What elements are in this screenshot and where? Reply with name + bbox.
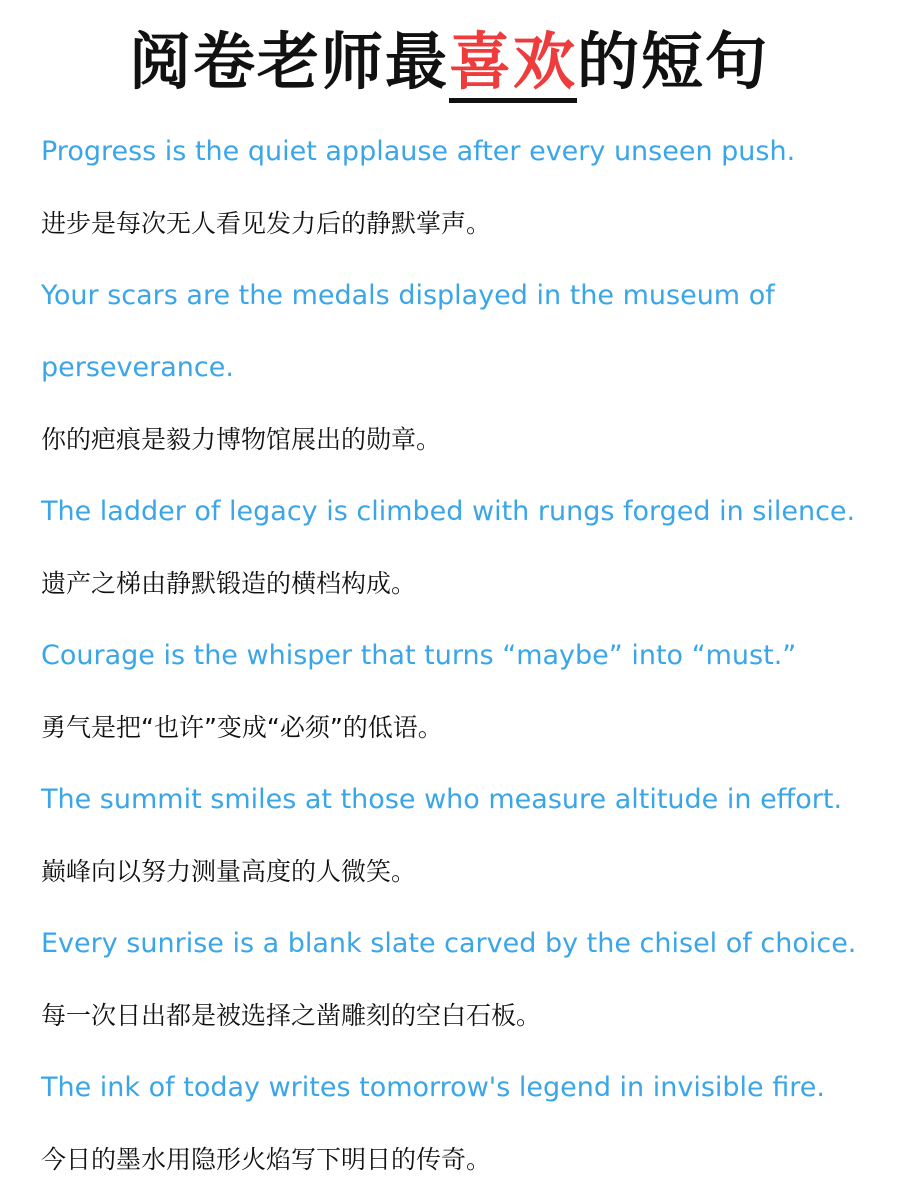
sentence-list	[41, 116, 881, 1196]
english-sentence-3: The ladder of legacy is climbed with rungs forged in silence.	[41, 496, 856, 527]
title-prefix: 阅卷老师最	[128, 25, 449, 98]
english-sentence-2: Your scars are the medals displayed in the museum of perseverance.	[41, 280, 775, 383]
chinese-translation-1: 进步是每次无人看见发力后的静默掌声。	[41, 209, 492, 238]
english-sentence-7: The ink of today writes tomorrow's legend in invisible fire.	[41, 1072, 825, 1103]
chinese-translation-2: 你的疤痕是毅力博物馆展出的勋章。	[41, 425, 442, 454]
title-suffix: 的短句	[577, 25, 770, 98]
english-sentence-6: Every sunrise is a blank slate carved by the chisel of choice.	[41, 928, 857, 959]
english-sentence-4: Courage is the whisper that turns “maybe” into “must.”	[41, 640, 797, 671]
chinese-translation-4: 勇气是把“也许”变成“必须”的低语。	[41, 713, 443, 742]
chinese-translation-5: 巅峰向以努力测量高度的人微笑。	[41, 857, 417, 886]
english-sentence-1: Progress is the quiet applause after every unseen push.	[41, 136, 796, 167]
page-title	[0, 22, 898, 102]
chinese-translation-3: 遗产之梯由静默锻造的横档构成。	[41, 569, 417, 598]
english-sentence-5: The summit smiles at those who measure altitude in effort.	[41, 784, 843, 815]
chinese-translation-7: 今日的墨水用隐形火焰写下明日的传奇。	[41, 1145, 492, 1174]
chinese-translation-6: 每一次日出都是被选择之凿雕刻的空白石板。	[41, 1001, 542, 1030]
title-highlight: 喜欢	[449, 25, 577, 103]
